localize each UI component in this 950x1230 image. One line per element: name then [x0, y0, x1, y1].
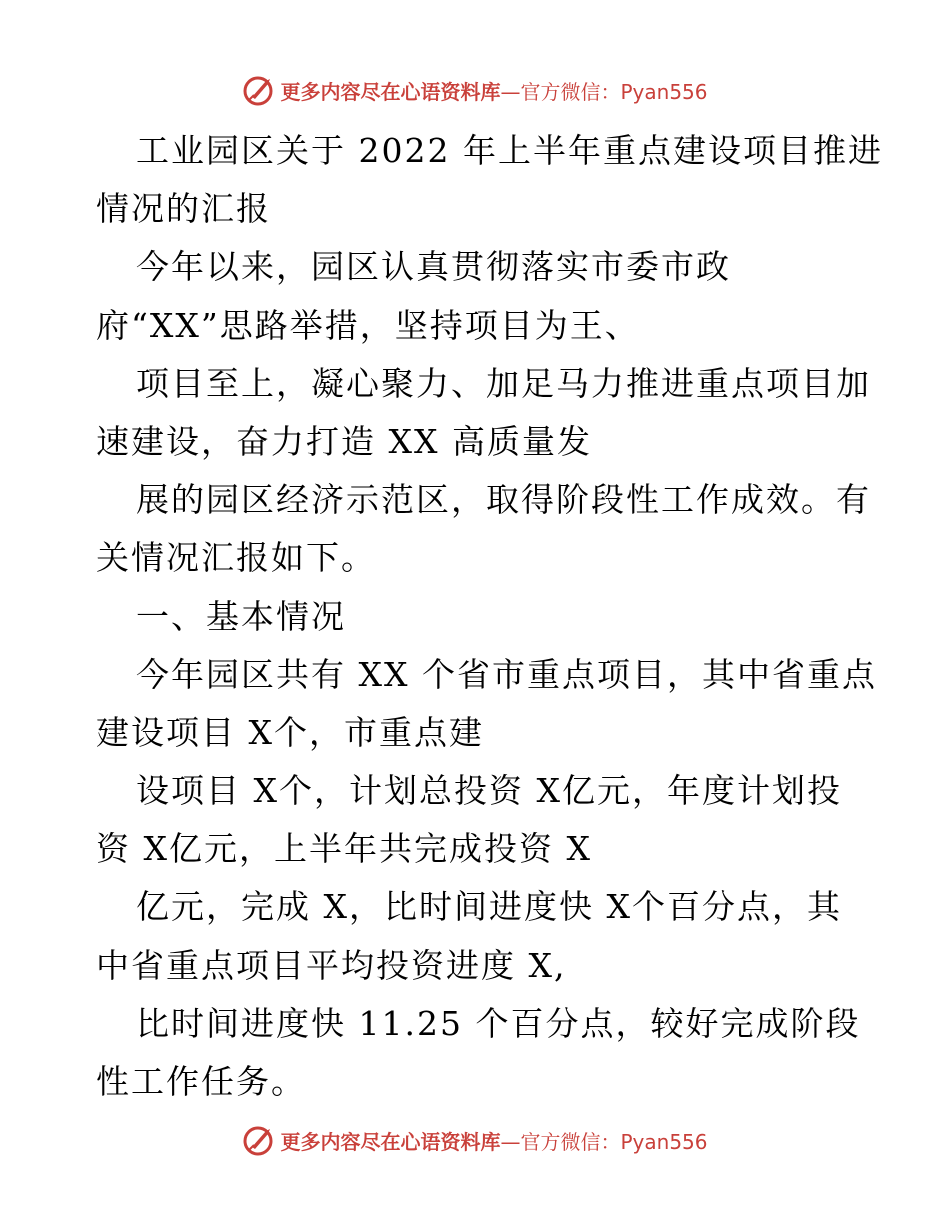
header-watermark	[0, 70, 950, 110]
watermark-label: 官方微信：	[520, 1129, 621, 1154]
watermark-label: 官方微信：	[520, 79, 621, 104]
paragraph-line: 速建设，奋力打造 XX 高质量发	[96, 421, 592, 461]
paragraph-line: 设项目 X个，计划总投资 X亿元，年度计划投	[136, 771, 842, 811]
paragraph-line: 中省重点项目平均投资进度 X,	[96, 945, 567, 985]
document-body	[96, 122, 883, 1111]
watermark-brand: 更多内容尽在心语资料库	[280, 1129, 501, 1154]
watermark-handle: Pyan556	[620, 1129, 708, 1154]
paragraph-line: 府“XX”思路举措，坚持项目为王、	[96, 305, 640, 345]
paragraph-line: 比时间进度快 11.25 个百分点，较好完成阶段	[136, 1003, 861, 1043]
paragraph-line: 今年园区共有 XX 个省市重点项目，其中省重点	[136, 654, 877, 694]
section-heading: 一、基本情况	[136, 596, 346, 636]
title-line-2: 情况的汇报	[96, 189, 271, 229]
footer-watermark	[0, 1120, 950, 1160]
paragraph-line: 建设项目 X个，市重点建	[96, 712, 484, 752]
paragraph-line: 资 X亿元，上半年共完成投资 X	[96, 829, 592, 869]
paragraph-line: 今年以来，园区认真贯彻落实市委市政	[136, 247, 731, 287]
paragraph-line: 性工作任务。	[96, 1062, 306, 1101]
quill-logo-icon	[242, 1123, 276, 1157]
paragraph-line: 关情况汇报如下。	[96, 538, 376, 578]
watermark-dash: —	[500, 79, 521, 104]
paragraph-line: 亿元，完成 X，比时间进度快 X个百分点，其	[136, 887, 842, 927]
paragraph-line: 项目至上，凝心聚力、加足马力推进重点项目加	[136, 363, 871, 403]
quill-logo-icon	[242, 73, 276, 107]
watermark-text	[280, 76, 707, 105]
paragraph-line: 展的园区经济示范区，取得阶段性工作成效。有	[136, 480, 871, 520]
watermark-text	[280, 1126, 707, 1155]
watermark-handle: Pyan556	[620, 79, 708, 104]
watermark-dash: —	[500, 1129, 521, 1154]
watermark-brand: 更多内容尽在心语资料库	[280, 79, 501, 104]
title-line-1: 工业园区关于 2022 年上半年重点建设项目推进	[136, 131, 883, 170]
